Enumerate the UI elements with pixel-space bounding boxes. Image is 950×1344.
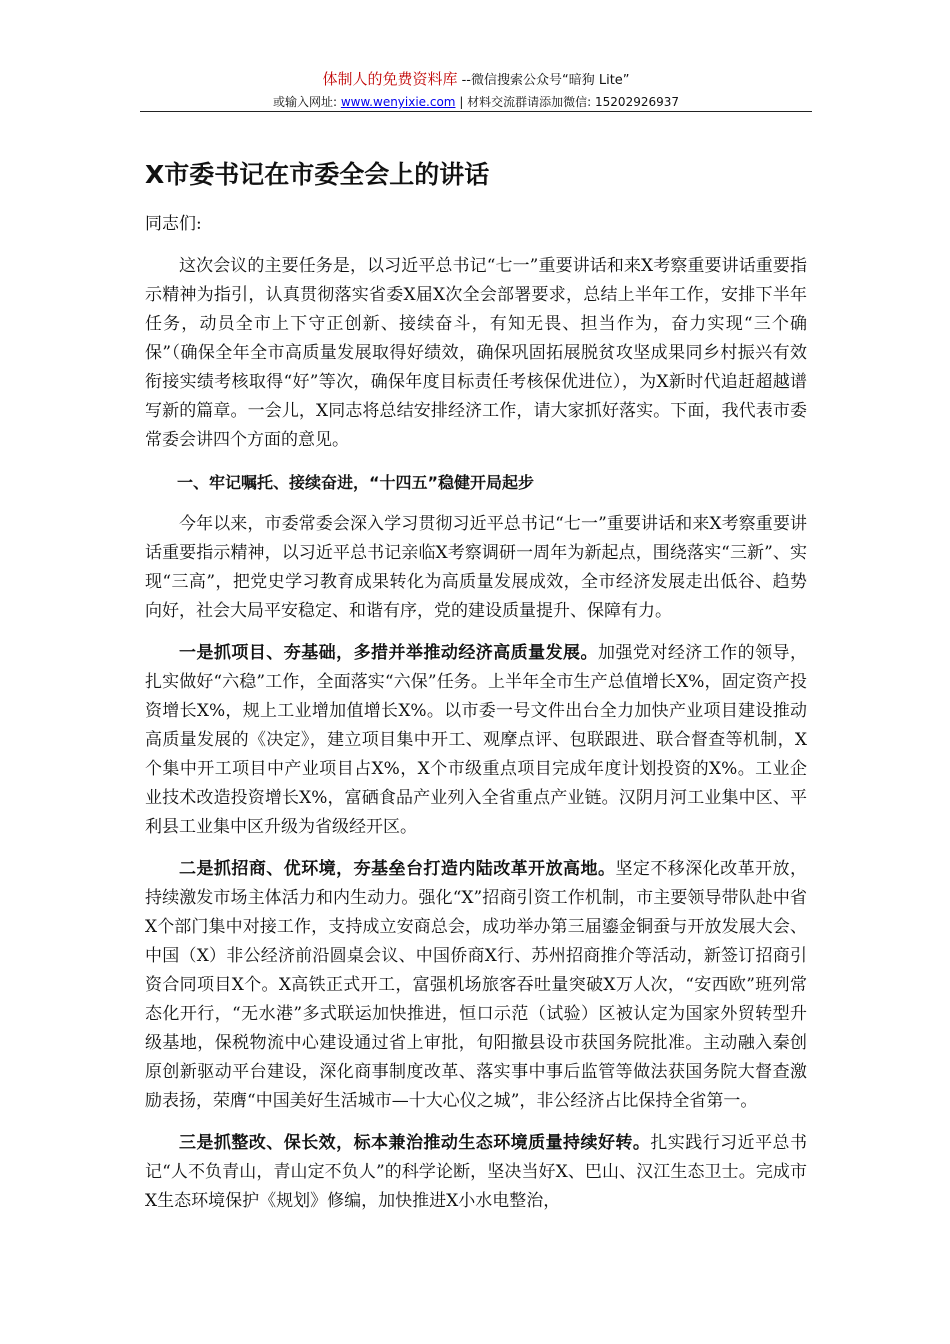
header-url-prefix: 或输入网址: [272,95,341,109]
document-header [140,70,812,111]
section-1-paragraph: 今年以来，市委常委会深入学习贯彻习近平总书记“七一”重要讲话和来X考察重要讲话重要指示精神，以习近平总书记亲临X考察调研一周年为新起点，围绕落实“三新”、实现“三高”，把党史学习教育成果转化为高质量发展成效，全市经济发展走出低谷、趋势向好，社会大局平安稳定、和谐有序，党的建设质量提升、保障有力。 [145,514,807,621]
point-1-paragraph [145,639,807,842]
point-3-paragraph [145,1129,807,1216]
header-website-link[interactable]: www.wenyixie.com [340,95,456,109]
header-divider [140,111,812,112]
point-3-body: 扎实践行习近平总书记“人不负青山，青山定不负人”的科学论断，坚决当好X、巴山、汉江生态卫士。完成市X生态环境保护《规划》修编，加快推进X小水电整治， [145,1133,808,1211]
header-contact: | 材料交流群请添加微信: 15202926937 [455,95,680,109]
point-2-paragraph [145,855,807,1116]
point-2-body: 坚定不移深化改革开放，持续激发市场主体活力和内生动力。强化“X”招商引资工作机制，市主要领导带队赴中省X个部门集中对接工作，支持成立安商总会，成功举办第三届鎏金铜蚕与开放发展大会、中国（X）非公经济前沿圆桌会议、中国侨商X行、苏州招商推介等活动，新签订招商引资合同项目X个。X高铁正式开工，富强机场旅客吞吐量突破X万人次，“安西欧”班列常态化开行，“无水港”多式联运加快推进，恒口示范（试验）区被认定为国家外贸转型升级基地，保税物流中心建设通过省上审批，旬阳撤县设市获国务院批准。主动融入秦创原创新驱动平台建设，深化商事制度改革、落实事中事后监管等做法获国务院大督查激励表扬，荣膺“中国美好生活城市—十大心仪之城”，非公经济占比保持全省第一。 [145,859,808,1111]
greeting: 同志们: [145,214,202,234]
intro-paragraph: 这次会议的主要任务是，以习近平总书记“七一”重要讲话和来X考察重要讲话重要指示精神为指引，认真贯彻落实省委X届X次全会部署要求，总结上半年工作，安排下半年任务，动员全市上下守正创新、接续奋斗，有知无畏、担当作为，奋力实现“三个确保”（确保全年全市高质量发展取得好绩效，确保巩固拓展脱贫攻坚成果同乡村振兴有效衔接实绩考核取得“好”等次，确保年度目标责任考核保优进位），为X新时代追赶超越谱写新的篇章。一会儿，X同志将总结安排经济工作，请大家抓好落实。下面，我代表市委常委会讲四个方面的意见。 [145,256,807,450]
header-line-1 [140,70,812,90]
document-body [145,210,807,1229]
header-brand: 体制人的免费资料库 [322,70,458,88]
point-2-lead: 二是抓招商、优环境，夯基垒台打造内陆改革开放高地。 [179,859,616,879]
section-heading-1: 一、牢记嘱托、接续奋进，“十四五”稳健开局起步 [177,473,535,492]
point-1-lead: 一是抓项目、夯基础，多措并举推动经济高质量发展。 [179,643,598,663]
document-title: X市委书记在市委全会上的讲话 [145,160,490,189]
header-brand-suffix: --微信搜索公众号“暗狗 Lite” [461,73,630,88]
point-3-lead: 三是抓整改、保长效，标本兼治推动生态环境质量持续好转。 [179,1133,651,1153]
point-1-body: 加强党对经济工作的领导，扎实做好“六稳”工作，全面落实“六保”任务。上半年全市生产总值增长X%，固定资产投资增长X%，规上工业增加值增长X%。以市委一号文件出台全力加快产业项目建设推动高质量发展的《决定》，建立项目集中开工、观摩点评、包联跟进、联合督查等机制，X个集中开工项目中产业项目占X%，X个市级重点项目完成年度计划投资的X%。工业企业技术改造投资增长X%，富硒食品产业列入全省重点产业链。汉阴月河工业集中区、平利县工业集中区升级为省级经开区。 [145,643,808,837]
header-line-2 [140,93,812,111]
